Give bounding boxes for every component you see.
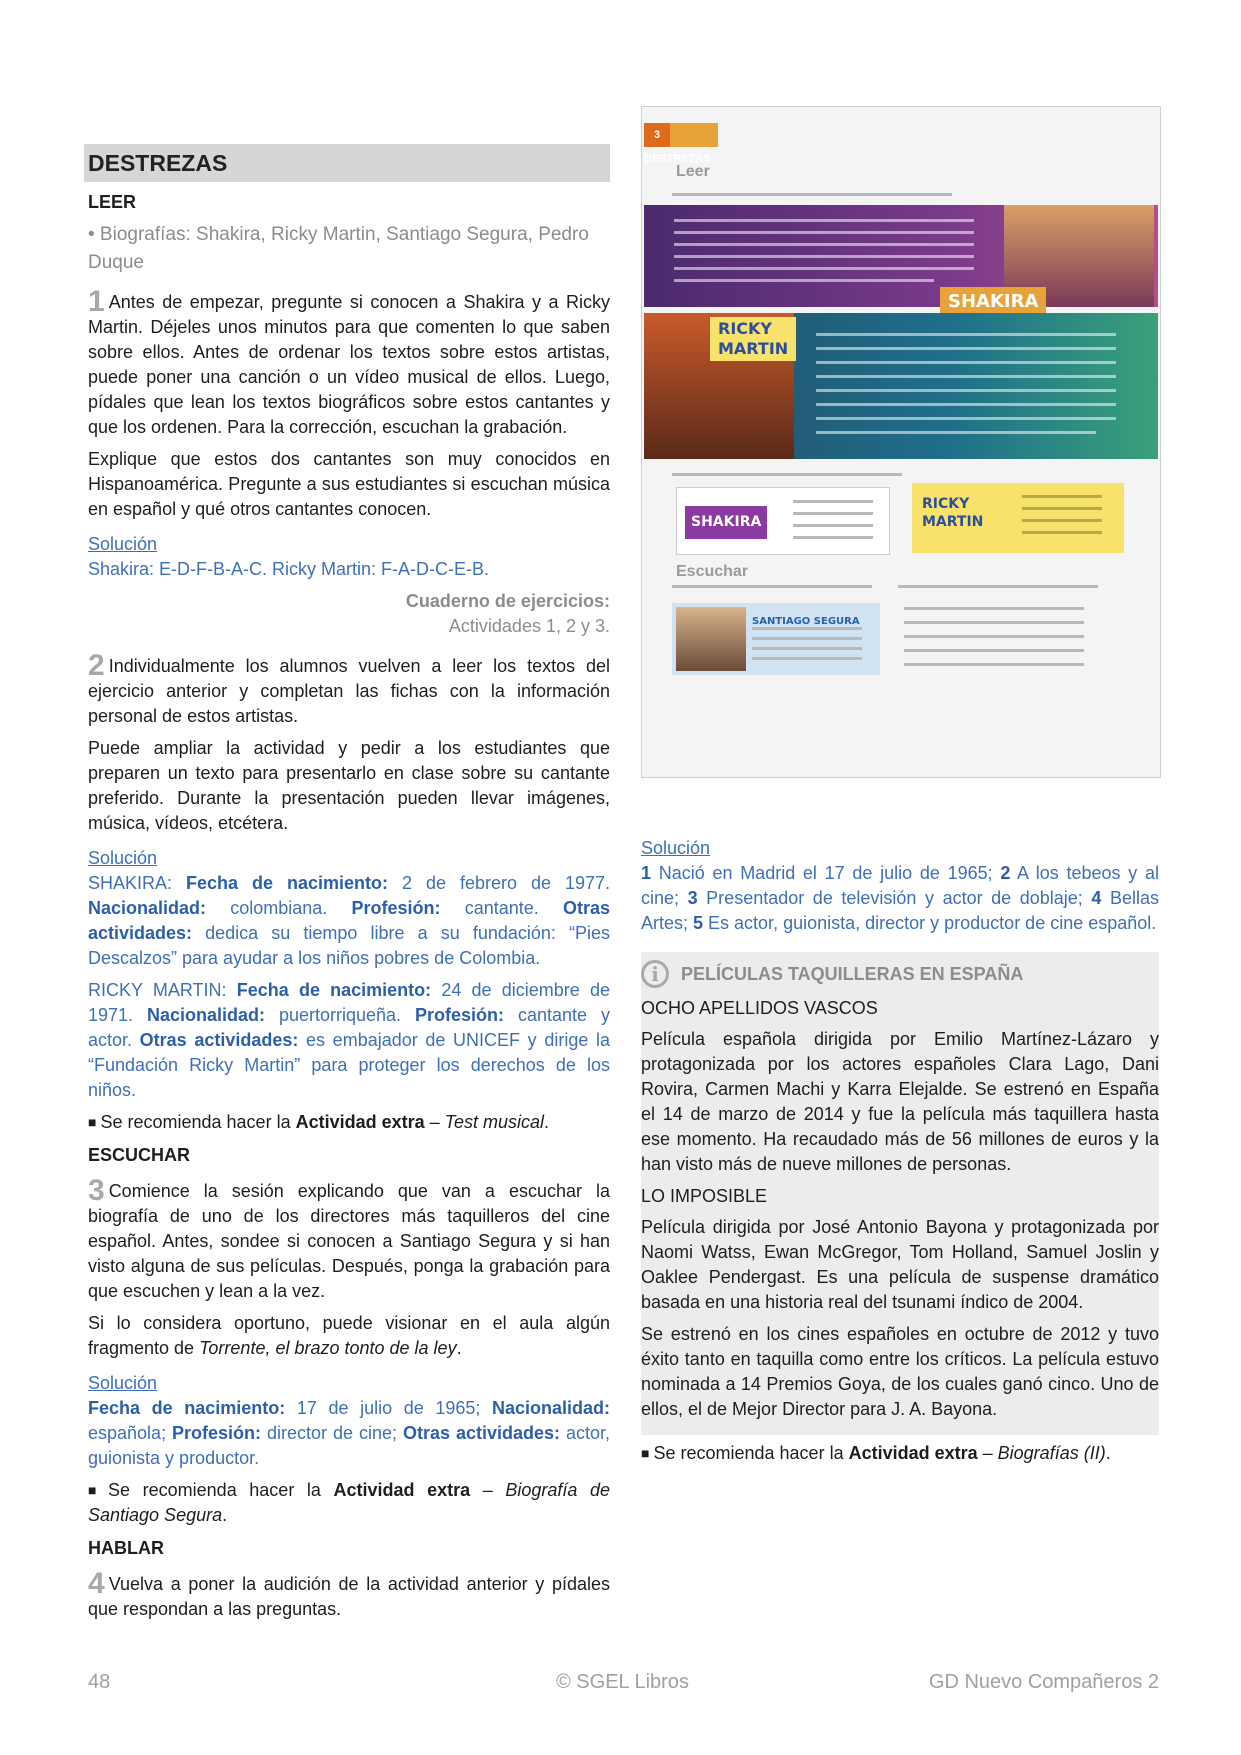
heading-escuchar: ESCUCHAR xyxy=(88,1145,191,1165)
activity-3-paragraph-2: Si lo considera oportuno, puede visionar en el aula algún fragmento de Torrente, el brazo tonto de la ley. xyxy=(88,1313,610,1358)
film-title: LO IMPOSIBLE xyxy=(641,1186,768,1206)
page-number: 48 xyxy=(88,1671,111,1693)
topic-bullet: • Biografías: Shakira, Ricky Martin, Santiago Segura, Pedro Duque xyxy=(88,224,589,273)
solution-activity-4: 1 Nació en Madrid el 17 de julio de 1965; 2 A los tebeos y al cine; 3 Presentador de televisión y actor de doblaje; 4 Bellas Artes; 5 Es actor, guionista, director y productor de cine español. xyxy=(641,863,1159,933)
thumbnail-leer: Leer xyxy=(676,163,710,180)
activity-number: 3 xyxy=(88,1174,105,1207)
thumbnail-badge: 3DESTREZAS xyxy=(644,123,718,147)
info-icon: i xyxy=(641,960,669,988)
workbook-value: Actividades 1, 2 y 3. xyxy=(448,616,610,636)
solution-text: Shakira: E-D-F-B-A-C. Ricky Martin: F-A-D-C-E-B. xyxy=(88,559,490,579)
activity-number: 1 xyxy=(88,285,105,318)
square-bullet-icon: ■ xyxy=(88,1482,105,1498)
solution-link[interactable]: Solución xyxy=(88,534,158,554)
solution-santiago: Fecha de nacimiento: 17 de julio de 1965; Nacionalidad: española; Profesión: director de cine; Otras actividades: actor, guionista y productor. xyxy=(88,1398,610,1468)
ricky-label: RICKY MARTIN xyxy=(710,317,796,361)
extra-activity-3: ■ Se recomienda hacer la Actividad extra – Biografías (II). xyxy=(641,1443,1111,1463)
left-column xyxy=(88,144,610,1629)
square-bullet-icon: ■ xyxy=(641,1445,650,1461)
film-paragraph: Película española dirigida por Emilio Martínez-Lázaro y protagonizada por los actores españoles Clara Lago, Dani Rovira, Carmen Machi y Karra Elejalde. Se estrenó en España el 14 de marzo de 2014 y fue la película más taquillera hasta ese momento. Ha recaudado más de 56 millones de euros y la han visto más de nueve millones de personas. xyxy=(641,1029,1159,1174)
activity-4-paragraph: 4 Vuelva a poner la audición de la actividad anterior y pídales que respondan a las preguntas. xyxy=(88,1567,610,1619)
textbook-page-thumbnail xyxy=(641,106,1161,778)
film-title: OCHO APELLIDOS VASCOS xyxy=(641,998,878,1018)
solution-shakira: SHAKIRA: Fecha de nacimiento: 2 de febrero de 1977. Nacionalidad: colombiana. Profesión: cantante. Otras actividades: dedica su tiempo libre a su fundación: “Pies Descalzos” para ayudar a los niños pobres de Colombia. xyxy=(88,873,611,968)
solution-ricky: RICKY MARTIN: Fecha de nacimiento: 24 de diciembre de 1971. Nacionalidad: puertorriqueña. Profesión: cantante y actor. Otras actividades: es embajador de UNICEF y dirige la “Fundación Ricky Martin” para proteger los derechos de los niños. xyxy=(88,980,610,1100)
santiago-card: SANTIAGO SEGURA xyxy=(672,603,880,675)
footer-copyright: © SGEL Libros xyxy=(556,1671,689,1693)
activity-3-paragraph: 3 Comience la sesión explicando que van a escuchar la biografía de uno de los directores más taquilleros del cine español. Antes, sondee si conocen a Santiago Segura y si han visto alguna de sus películas. Después, ponga la grabación para que escuchen y lean a la vez. xyxy=(88,1174,610,1301)
shakira-label: SHAKIRA xyxy=(940,287,1046,316)
activity-number: 4 xyxy=(88,1567,105,1600)
shakira-band xyxy=(644,205,1158,312)
ricky-card: RICKY MARTIN xyxy=(912,483,1124,553)
activity-1-paragraph: 1 Antes de empezar, pregunte si conocen a Shakira y a Ricky Martin. Déjeles unos minutos para que comenten lo que saben sobre ellos. Antes de ordenar los textos sobre estos artistas, puede poner una canción o un vídeo musical de ellos. Luego, pídales que lean los textos biográficos sobre estos cantantes y que los ordenen. Para la corrección, escuchan la grabación. xyxy=(88,285,610,437)
activity-2-paragraph-2: Puede ampliar la actividad y pedir a los estudiantes que preparen un texto para presentarlo en clase sobre su cantante preferido. Durante la presentación pueden llevar imágenes, música, vídeos, etcétera. xyxy=(88,738,610,833)
extra-activity-1: ■ Se recomienda hacer la Actividad extra – Test musical. xyxy=(88,1112,550,1132)
heading-hablar: HABLAR xyxy=(88,1538,164,1558)
activity-2-paragraph: 2 Individualmente los alumnos vuelven a leer los textos del ejercicio anterior y completan las fichas con la información personal de estos artistas. xyxy=(88,649,610,726)
thumbnail-escuchar: Escuchar xyxy=(676,563,749,580)
film-paragraph: Película dirigida por José Antonio Bayona y protagonizada por Naomi Watss, Ewan McGregor, Tom Holland, Samuel Joslin y Oaklee Pendergast. Es una película de suspense dramático basada en una historia real del tsunami índico de 2004. xyxy=(641,1217,1159,1312)
square-bullet-icon: ■ xyxy=(88,1114,97,1130)
solution-link[interactable]: Solución xyxy=(88,848,158,868)
extra-activity-2: ■ Se recomienda hacer la Actividad extra – Biografía de Santiago Segura. xyxy=(88,1480,610,1525)
activity-1-paragraph-2: Explique que estos dos cantantes son muy conocidos en Hispanoamérica. Pregunte a sus estudiantes si escuchan música en español y qué otros cantantes conocen. xyxy=(88,449,610,519)
film-paragraph: Se estrenó en los cines españoles en octubre de 2012 y tuvo éxito tanto en taquilla como entre los críticos. La película estuvo nominada a 14 Premios Goya, de los cuales ganó cinco. Uno de ellos, el de Mejor Director para J. A. Bayona. xyxy=(641,1324,1159,1419)
footer-book-title: GD Nuevo Compañeros 2 xyxy=(928,1671,1159,1693)
ricky-band xyxy=(644,313,1158,459)
heading-leer: LEER xyxy=(88,192,137,212)
shakira-card: SHAKIRA xyxy=(676,487,890,555)
section-title: DESTREZAS xyxy=(84,144,610,182)
solution-link[interactable]: Solución xyxy=(641,838,711,858)
activity-number: 2 xyxy=(88,649,105,682)
workbook-label: Cuaderno de ejercicios: xyxy=(405,591,610,611)
solution-link[interactable]: Solución xyxy=(88,1373,158,1393)
info-title: i PELÍCULAS TAQUILLERAS EN ESPAÑA xyxy=(641,960,1159,988)
info-box xyxy=(641,952,1159,1435)
right-column xyxy=(641,106,1159,1473)
